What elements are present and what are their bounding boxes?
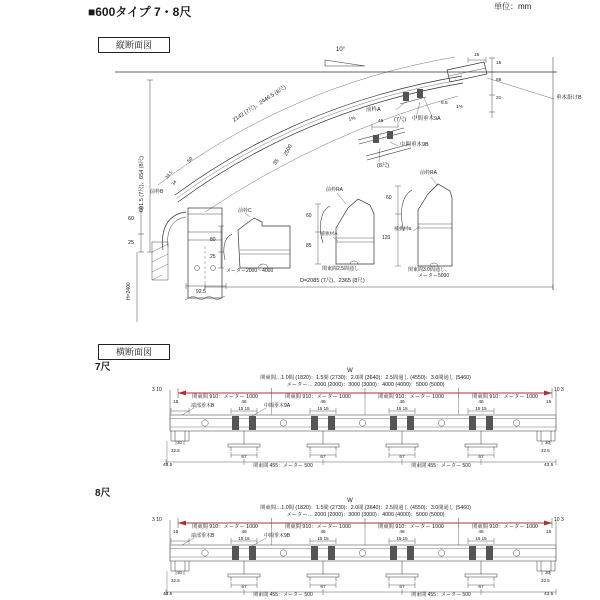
dim1515-7-1: 15 15: [238, 406, 250, 411]
dim435-r-8: 43.5: [544, 592, 554, 597]
dim-60-p3: 60: [306, 213, 312, 219]
dim67-7-1: 67: [241, 455, 247, 460]
profile2-caption: メーター2000〜4000: [226, 268, 274, 274]
segment-dim-8-3: 関東間 910：メーター 1000: [378, 524, 444, 530]
right-offset-7: 10 3: [554, 387, 564, 393]
w-label-7: W: [347, 368, 353, 374]
dim1515-8-3: 15 15: [396, 536, 408, 541]
bottom-seg-8-1: 関東間 455：メーター 500: [253, 592, 313, 598]
dim1515-8-1: 15 15: [238, 536, 250, 541]
dim30-r-7: 30: [545, 440, 551, 445]
section-7shaku-label: 7尺: [95, 362, 111, 373]
dim1515-8-2: 15 15: [317, 536, 329, 541]
end-rafter-label-7: 端部垂木B: [191, 403, 215, 409]
radius-dim: 2500: [282, 143, 294, 158]
cross-section-box: 横断面図: [98, 344, 170, 360]
dim-80: 80: [210, 237, 216, 243]
dim-15-top: 15: [474, 53, 480, 58]
dim-50: 50: [186, 156, 195, 165]
span-line2-7: メーター… 2000 (2000)：3000 (3000)：4000 (4000)：5000 (5000): [286, 382, 445, 388]
dim-120: 120: [382, 235, 391, 241]
section-8shaku-label: 8尺: [95, 488, 111, 499]
segment-dim-8-4: 関東間 910：メーター 1000: [472, 524, 538, 530]
mid-rafter-9a-label: 中間垂木9A: [412, 116, 441, 122]
dim46-8-3: 46: [399, 530, 405, 535]
segment-dim-7-3: 関東間 910：メーター 1000: [378, 394, 444, 400]
dim15-end-l-8: 15: [173, 530, 179, 535]
right-offset-8: 10 3: [554, 517, 564, 523]
bottom-seg-7-2: 関東間 455：メーター 500: [411, 463, 471, 469]
dim-34-5: 34.5: [164, 169, 174, 180]
profile4-caption-1: 関東間3.0間通し、: [408, 267, 450, 273]
dim325-r-8: 32.5: [541, 578, 550, 583]
reinforce-a-label: 補強材A: [320, 232, 338, 237]
dim46-7-2: 46: [320, 400, 326, 405]
front-frame-ra-label-2: 前枠RA: [420, 170, 437, 176]
end-rafter-label-8: 端部垂木B: [191, 533, 215, 539]
arc-length-dim: 2142 (7尺)、2446.5 (8尺): [231, 84, 288, 124]
dim325-l-8: 32.5: [171, 578, 180, 583]
dim-46-mid: 46: [378, 119, 384, 124]
span-line1-8: 関東間…1.0間 (1820)：1.5間 (2730)：2.0間 (3640)：2.5間通し (4550)：3.0間通し (5460): [260, 505, 471, 511]
dim67-7-2: 67: [320, 455, 326, 460]
dim435-r-7: 43.5: [544, 463, 554, 468]
dim-60-left: 60: [128, 216, 135, 222]
arc-angle-dim: 35: [272, 158, 281, 167]
dim435-l-7: 43.5: [163, 463, 173, 468]
dim-15-right: 15: [496, 61, 502, 66]
note-7shaku: (7尺): [394, 117, 407, 123]
span-line1-7: 関東間…1.0間 (1820)：1.5間 (2730)：2.0間 (3640)：2.5間通し (4550)：3.0間通し (5460): [260, 375, 471, 381]
front-frame-b-label: 前枠B: [150, 189, 164, 195]
dim30-r-8: 30: [545, 570, 551, 575]
bottom-seg-8-2: 関東間 455：メーター 500: [411, 592, 471, 598]
gradient-label-1: 1%: [456, 105, 463, 110]
gradient-label-2: 1%: [348, 116, 357, 123]
left-offset-8: 3 10: [152, 517, 162, 523]
dim-85: 85: [306, 243, 312, 249]
slope-angle-label: 10°: [336, 47, 346, 53]
dim15-end-r-7: 15: [546, 400, 552, 405]
dim325-l-7: 32.5: [171, 448, 180, 453]
dim1515-7-2: 15 15: [317, 406, 329, 411]
segment-dim-8-2: 関東間 910：メーター 1000: [285, 524, 351, 530]
note-8shaku: (8尺): [377, 163, 390, 169]
w-label-8: W: [347, 498, 353, 504]
dim67-8-2: 67: [320, 585, 326, 590]
segment-dim-7-1: 関東間 910：メーター 1000: [192, 394, 258, 400]
mid-rafter-label-7: 中間垂木9A: [264, 403, 291, 409]
dim46-8-4: 46: [478, 530, 484, 535]
sheet-title: ■600タイプ 7・8尺: [88, 5, 192, 19]
dim15-end-l-7: 15: [173, 400, 179, 405]
dim46-7-4: 46: [478, 400, 484, 405]
depth-dim: D=2085 (7尺)、2365 (8尺): [300, 278, 365, 284]
front-frame-ra-label-1: 前枠RA: [326, 187, 343, 193]
dim46-8-1: 46: [241, 530, 247, 535]
span-line2-8: メーター… 2000 (2000)：3000 (3000)：4000 (4000)：5000 (5000): [286, 512, 445, 518]
dim-34: 34: [170, 179, 178, 187]
left-offset-7: 3 10: [152, 387, 162, 393]
dim325-r-7: 32.5: [541, 448, 550, 453]
dim30-l-7: 30: [177, 440, 183, 445]
segment-dim-7-4: 関東間 910：メーター 1000: [472, 394, 538, 400]
dim15-end-r-8: 15: [546, 530, 552, 535]
segment-dim-7-2: 関東間 910：メーター 1000: [285, 394, 351, 400]
bottom-seg-7-1: 関東間 455：メーター 500: [253, 463, 313, 469]
dim-31: 31: [496, 96, 502, 101]
overall-height-dim: 601.5 (7尺)、654 (8尺): [139, 156, 145, 212]
dim435-l-8: 43.5: [163, 592, 173, 597]
dim-8-5: 8.5: [441, 101, 448, 106]
front-frame-c-label: 前枠C: [238, 208, 252, 214]
segment-dim-8-1: 関東間 910：メーター 1000: [192, 524, 258, 530]
dim1515-8-4: 15 15: [475, 536, 487, 541]
profile4-caption-2: メーター5000: [418, 273, 450, 279]
dim67-7-4: 67: [478, 455, 484, 460]
dim67-7-3: 67: [399, 455, 405, 460]
dim-25-left: 25: [128, 240, 135, 246]
dim30-l-8: 30: [177, 570, 183, 575]
dim67-8-3: 67: [399, 585, 405, 590]
front-frame-a-label: 前枠A: [366, 107, 381, 113]
longitudinal-section-box: 縦断面図: [98, 37, 170, 53]
dim-68: 68: [496, 78, 502, 83]
mid-rafter-9b-label: 中間垂木9B: [400, 142, 429, 148]
dim1515-7-4: 15 15: [475, 406, 487, 411]
dim46-8-2: 46: [320, 530, 326, 535]
rafter-hanger-label: 垂木掛けB: [556, 95, 582, 101]
mid-rafter-label-8: 中間垂木9B: [264, 533, 291, 539]
dim-25-p2: 25: [210, 254, 216, 260]
dim46-7-3: 46: [399, 400, 405, 405]
profile3-caption: 関東間2.5間通し: [322, 266, 359, 272]
dim67-8-4: 67: [478, 585, 484, 590]
dim67-8-1: 67: [241, 585, 247, 590]
dim-60-p4: 60: [386, 195, 392, 201]
dim1515-7-3: 15 15: [396, 406, 408, 411]
dim46-7-1: 46: [241, 400, 247, 405]
post-height-dim: H=2400: [126, 282, 132, 300]
reinforce-b-label: 補強材B: [394, 227, 412, 232]
unit-note: 単位：mm: [494, 2, 532, 11]
dim-92-5: 92.5: [196, 289, 206, 295]
